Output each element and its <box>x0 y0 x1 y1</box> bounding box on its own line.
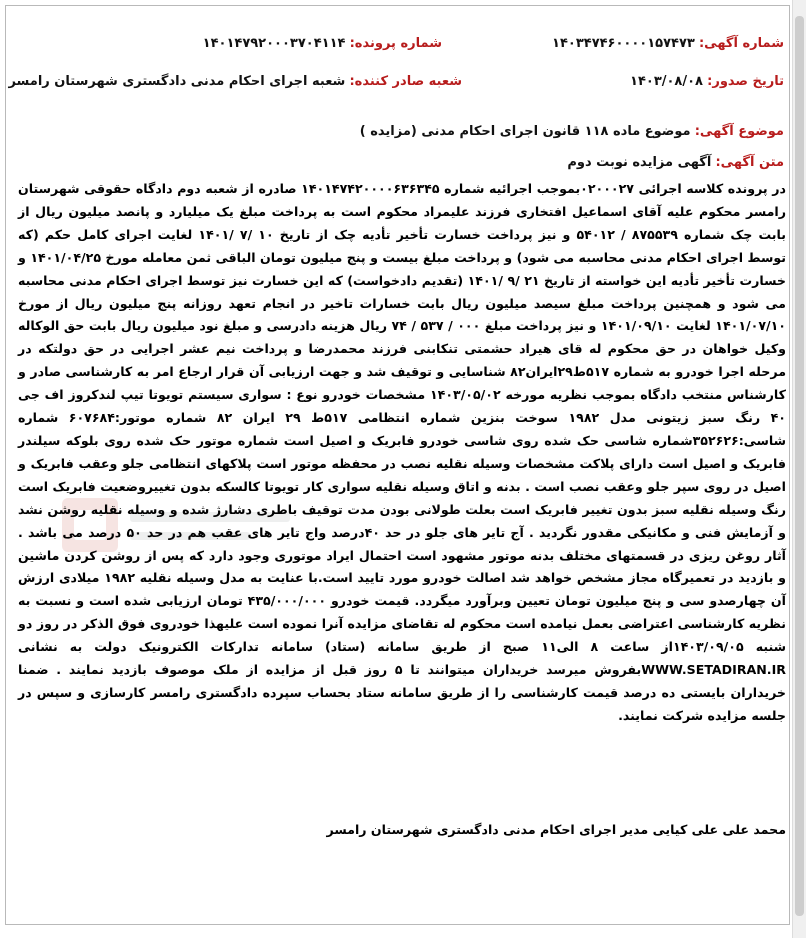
issuer-label: شعبه صادر کننده: <box>349 74 462 89</box>
notice-body-paragraph: در پرونده کلاسه اجرائی ۰۲۰۰۰۲۷بموجب اجرائیه شماره ۱۴۰۱۴۷۴۲۰۰۰۰۶۳۶۳۴۵ صادره از شعبه دوم دادگاه حقوقی شهرستان رامسر محکوم علیه آقای اسماعیل افتخاری فرزند علیمراد محکوم است به پرداخت مبلغ یک میلیارد و پانصد میلیون ریال از بابت چک شماره ۸۷۵۵۳۹ / ۵۴۰۱۲ و نیز پرداخت خسارت تأخیر تأدیه چک از تاریخ ۱۰ /۷ /۱۴۰۱ لغایت اجرای کامل حکم (که توسط اجرای احکام مدنی محاسبه می شود) و پرداخت مبلغ بیست و پنج میلیون تومان الباقی ثمن معامله مورخ ۱۴۰۱/۰۴/۲۵ و خسارت تأخیر تأدیه این خواسته از تاریخ ۲۱ /۹ /۱۴۰۱ (تقدیم دادخواست) که این خسارت نیز توسط اجرای احکام مدنی محاسبه می شود و همچنین پرداخت مبلغ سیصد میلیون ریال بابت خسارات تاخیر در انجام تعهد روزانه پنج میلیون ریال از مورخ ۱۴۰۱/۰۷/۱۰ لغایت ۱۴۰۱/۰۹/۱۰ و نیز پرداخت مبلغ ۰۰۰ / ۵۳۷ / ۷۴ ریال هزینه دادرسی و مبلغ نود میلیون ریال بابت حق الوکاله وکیل خواهان در حق محکوم له قای هیراد حشمتی تنکابنی فرزند محمدرضا و پرداخت نیم عشر اجرایی در حق دولتکه در مرحله اجرا خودرو به شماره ۵۱۷ط۲۹ایران۸۲ شناسایی و توقیف شد و جهت ارزیابی آن قرار ارجاع امر به کارشناسی صادر و کارشناس منتخب دادگاه بموجب نظریه مورخه ۱۴۰۳/۰۵/۰۲ مشخصات خودرو نوع : سواری سیستم تویوتا تیپ لندکروز اف جی ۴۰ رنگ سبز زیتونی مدل ۱۹۸۲ سوخت بنزین شماره انتظامی ۵۱۷ط ۲۹ ایران ۸۲ شماره موتور:۶۰۷۶۸۴ شماره شاسی:۳۵۲۶۲۶شماره شاسی حک شده روی شاسی خودرو فابریک و اصیل است شماره موتور حک شده روی بلوکه سیلندر فابریک و اصیل است دارای پلاکت مشخصات وسیله نقلیه نصب در محفظه موتور است پلاکهای انتظامی جلو وعقب فابریک و اصیل در روی سپر جلو وعقب نصب است . بدنه و اتاق وسیله نقلیه سواری کار تویوتا کالسکه بدون تغییروضعیت فابریک است رنگ وسیله نقلیه سبز بدون تغییر فابریک است بعلت طولانی بودن مدت توقیف باطری دشارژ شده و وسیله نقلیه روشن نشد و آزمایش فنی و مکانیکی مقدور نگردید . آج تایر های جلو در حد ۴۰درصد واج تایر های عقب هم در حد ۵۰ درصد می باشد . آثار روغن ریزی در قسمتهای مختلف بدنه موتور مشهود است احتمال ایراد موتوری وجود دارد که پس از روشن کردن ماشین و بازدید در تعمیرگاه مجاز مشخص خواهد شد اصالت خودرو مورد تایید است.با عنایت به مدل وسیله نقلیه ۱۹۸۲ میلادی ارزش آن چهارصدو سی و پنج میلیون تومان تعیین وبرآورد میگردد. قیمت خودرو ۴۳۵/۰۰۰/۰۰۰ تومان ارزیابی شده است و نسبت به نظریه کارشناسی اعتراضی بعمل نیامده است محکوم له تقاضای مزایده آنرا نموده است علیهذا خودروی فوق الذکر در روز دو شنبه ۱۴۰۳/۰۹/۰۵از ساعت ۸ الی۱۱ صبح از طریق سامانه (ستاد) سامانه تدارکات الکترونیک دولت به نشانی WWW.SETADIRAN.IRبفروش میرسد خریداران میتوانند تا ۵ روز قبل از مزایده از ملک موصوف بازدید نمایند . ضمنا خریداران بایستی ده درصد قیمت کارشناسی را از طریق سامانه ستاد بحساب سپرده دادگستری رامسر کارسازی و سپس در جلسه مزایده شرکت نمایند. <box>18 181 787 723</box>
subject-field <box>360 124 784 139</box>
notice-body <box>18 178 786 728</box>
issue-date-field <box>630 74 784 89</box>
scrollbar-thumb[interactable] <box>795 16 804 916</box>
issue-date-value: ۱۴۰۳/۰۸/۰۸ <box>630 74 703 89</box>
ad-number-value: ۱۴۰۳۴۷۴۶۰۰۰۰۱۵۷۴۷۳ <box>552 36 695 51</box>
signature-line: محمد علی علی کیایی مدیر اجرای احکام مدنی دادگستری شهرستان رامسر <box>326 822 786 837</box>
subject-label: موضوع آگهی: <box>694 124 784 139</box>
case-number-field <box>203 36 442 51</box>
issue-date-label: تاریخ صدور: <box>707 74 784 89</box>
subject-value: موضوع ماده ۱۱۸ قانون اجرای احکام مدنی (مزایده ) <box>359 124 691 139</box>
case-number-label: شماره پرونده: <box>349 36 442 51</box>
vertical-scrollbar[interactable] <box>792 0 806 938</box>
notice-title: آگهی مزایده نوبت دوم <box>567 155 712 170</box>
case-number-value: ۱۴۰۱۴۷۹۲۰۰۰۳۷۰۴۱۱۴ <box>202 36 346 51</box>
notice-text-field <box>567 155 784 170</box>
issuer-value: شعبه اجرای احکام مدنی دادگستری شهرستان رامسر <box>8 74 346 89</box>
ad-number-label: شماره آگهی: <box>698 36 784 51</box>
notice-text-label: متن آگهی: <box>715 155 784 170</box>
issuer-field <box>8 74 462 89</box>
ad-number-field <box>552 36 784 51</box>
